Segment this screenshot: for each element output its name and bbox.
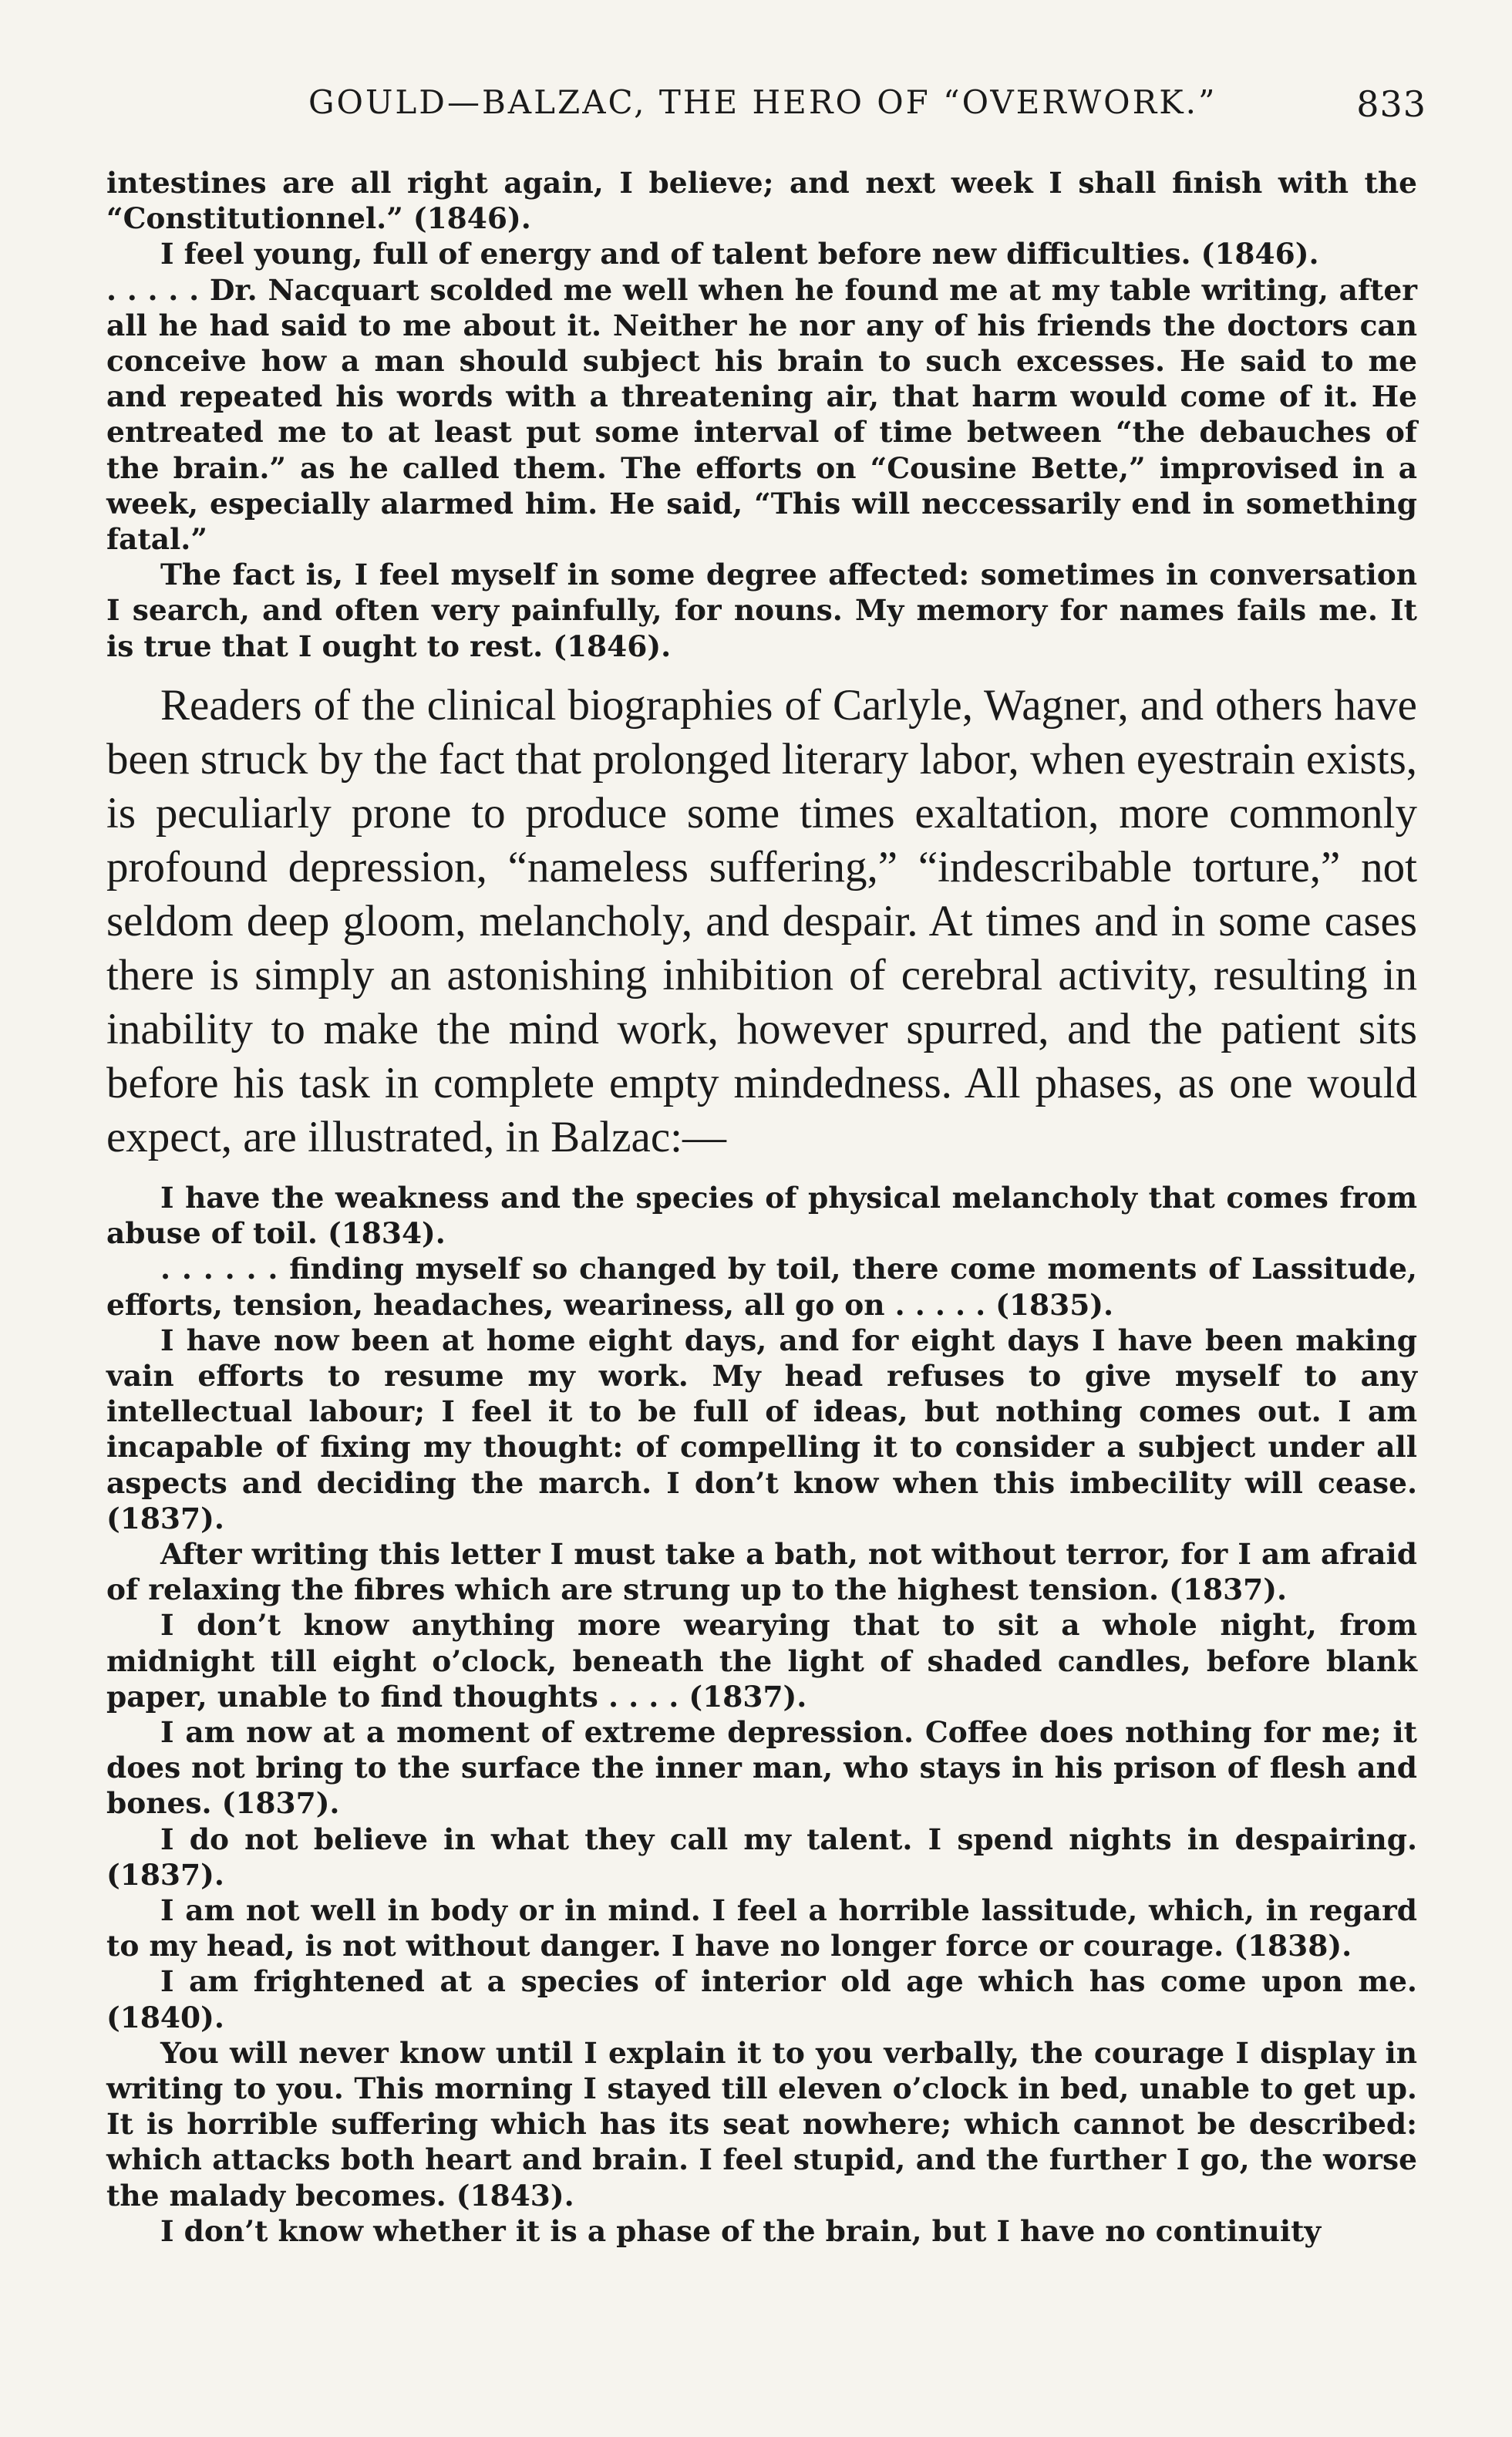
quote-paragraph: I am now at a moment of extreme depression. Coffee does nothing for me; it does not bring to the surface the inner man, who stays in his prison of flesh and bones. (1837). bbox=[106, 1715, 1417, 1821]
page-number: 833 bbox=[1356, 83, 1426, 125]
quote-paragraph: . . . . . . finding myself so changed by toil, there come moments of Lassitude, efforts, tension, headaches, weariness, all go on . . . . . (1835). bbox=[106, 1252, 1417, 1322]
quote-block-top bbox=[106, 165, 1417, 664]
body-text bbox=[106, 679, 1417, 1165]
quote-paragraph: I am frightened at a species of interior old age which has come upon me. (1840). bbox=[106, 1964, 1417, 2034]
quote-block-bottom bbox=[106, 1180, 1417, 2249]
quote-paragraph: intestines are all right again, I believe; and next week I shall finish with the “Constitutionnel.” (1846). bbox=[106, 166, 1417, 236]
quote-paragraph: I don’t know anything more wearying that to sit a whole night, from midnight till eight o’clock, beneath the light of shaded candles, before blank paper, unable to find thoughts . . . . (1837). bbox=[106, 1608, 1417, 1714]
quote-paragraph: I feel young, full of energy and of talent before new difficulties. (1846). bbox=[160, 237, 1319, 271]
running-header bbox=[308, 83, 1426, 125]
quote-paragraph: After writing this letter I must take a bath, not without terror, for I am afraid of relaxing the fibres which are strung up to the highest tension. (1837). bbox=[106, 1537, 1417, 1607]
body-paragraph: Readers of the clinical biographies of Carlyle, Wagner, and others have been struck by the fact that prolonged literary labor, when eyestrain exists, is peculiarly prone to produce some times exaltation, more commonly profound depression, “nameless suffering,” “indescribable torture,” not seldom deep gloom, melancholy, and despair. At times and in some cases there is simply an astonishing inhibition of cerebral activity, resulting in inability to make the mind work, however spurred, and the patient sits before his task in complete empty mindedness. All phases, as one would expect, are illustrated, in Balzac:— bbox=[106, 681, 1417, 1161]
quote-paragraph: You will never know until I explain it to you verbally, the courage I display in writing to you. This morning I stayed till eleven o’clock in bed, unable to get up. It is horrible suffering which has its seat nowhere; which cannot be described: which attacks both heart and brain. I feel stupid, and the further I go, the worse the malady becomes. (1843). bbox=[106, 2035, 1417, 2213]
quote-paragraph: I don’t know whether it is a phase of the brain, but I have no continuity bbox=[160, 2213, 1322, 2248]
running-title: GOULD—BALZAC, THE HERO OF “OVERWORK.” bbox=[308, 83, 1217, 121]
quote-paragraph: I have now been at home eight days, and for eight days I have been making vain efforts to resume my work. My head refuses to give myself to any intellectual labour; I feel it to be full of ideas, but nothing comes out. I am incapable of fixing my thought: of compelling it to consider a subject under all aspects and deciding the march. I don’t know when this imbecility will cease. (1837). bbox=[106, 1323, 1417, 1535]
quote-paragraph: . . . . . Dr. Nacquart scolded me well when he found me at my table writing, after all he had said to me about it. Neither he nor any of his friends the doctors can conceive how a man should subject his brain to such excesses. He said to me and repeated his words with a threatening air, that harm would come of it. He entreated me to at least put some interval of time between “the debauches of the brain.” as he called them. The efforts on “Cousine Bette,” improvised in a week, especially alarmed him. He said, “This will neccessarily end in something fatal.” bbox=[106, 272, 1417, 557]
quote-paragraph: I am not well in body or in mind. I feel a horrible lassitude, which, in regard to my head, is not without danger. I have no longer force or courage. (1838). bbox=[106, 1893, 1417, 1963]
quote-paragraph: The fact is, I feel myself in some degree affected: sometimes in conversation I search, and often very painfully, for nouns. My memory for names fails me. It is true that I ought to rest. (1846). bbox=[106, 558, 1417, 663]
quote-paragraph: I have the weakness and the species of physical melancholy that comes from abuse of toil. (1834). bbox=[106, 1181, 1417, 1251]
quote-paragraph: I do not believe in what they call my talent. I spend nights in despairing. (1837). bbox=[106, 1822, 1417, 1892]
